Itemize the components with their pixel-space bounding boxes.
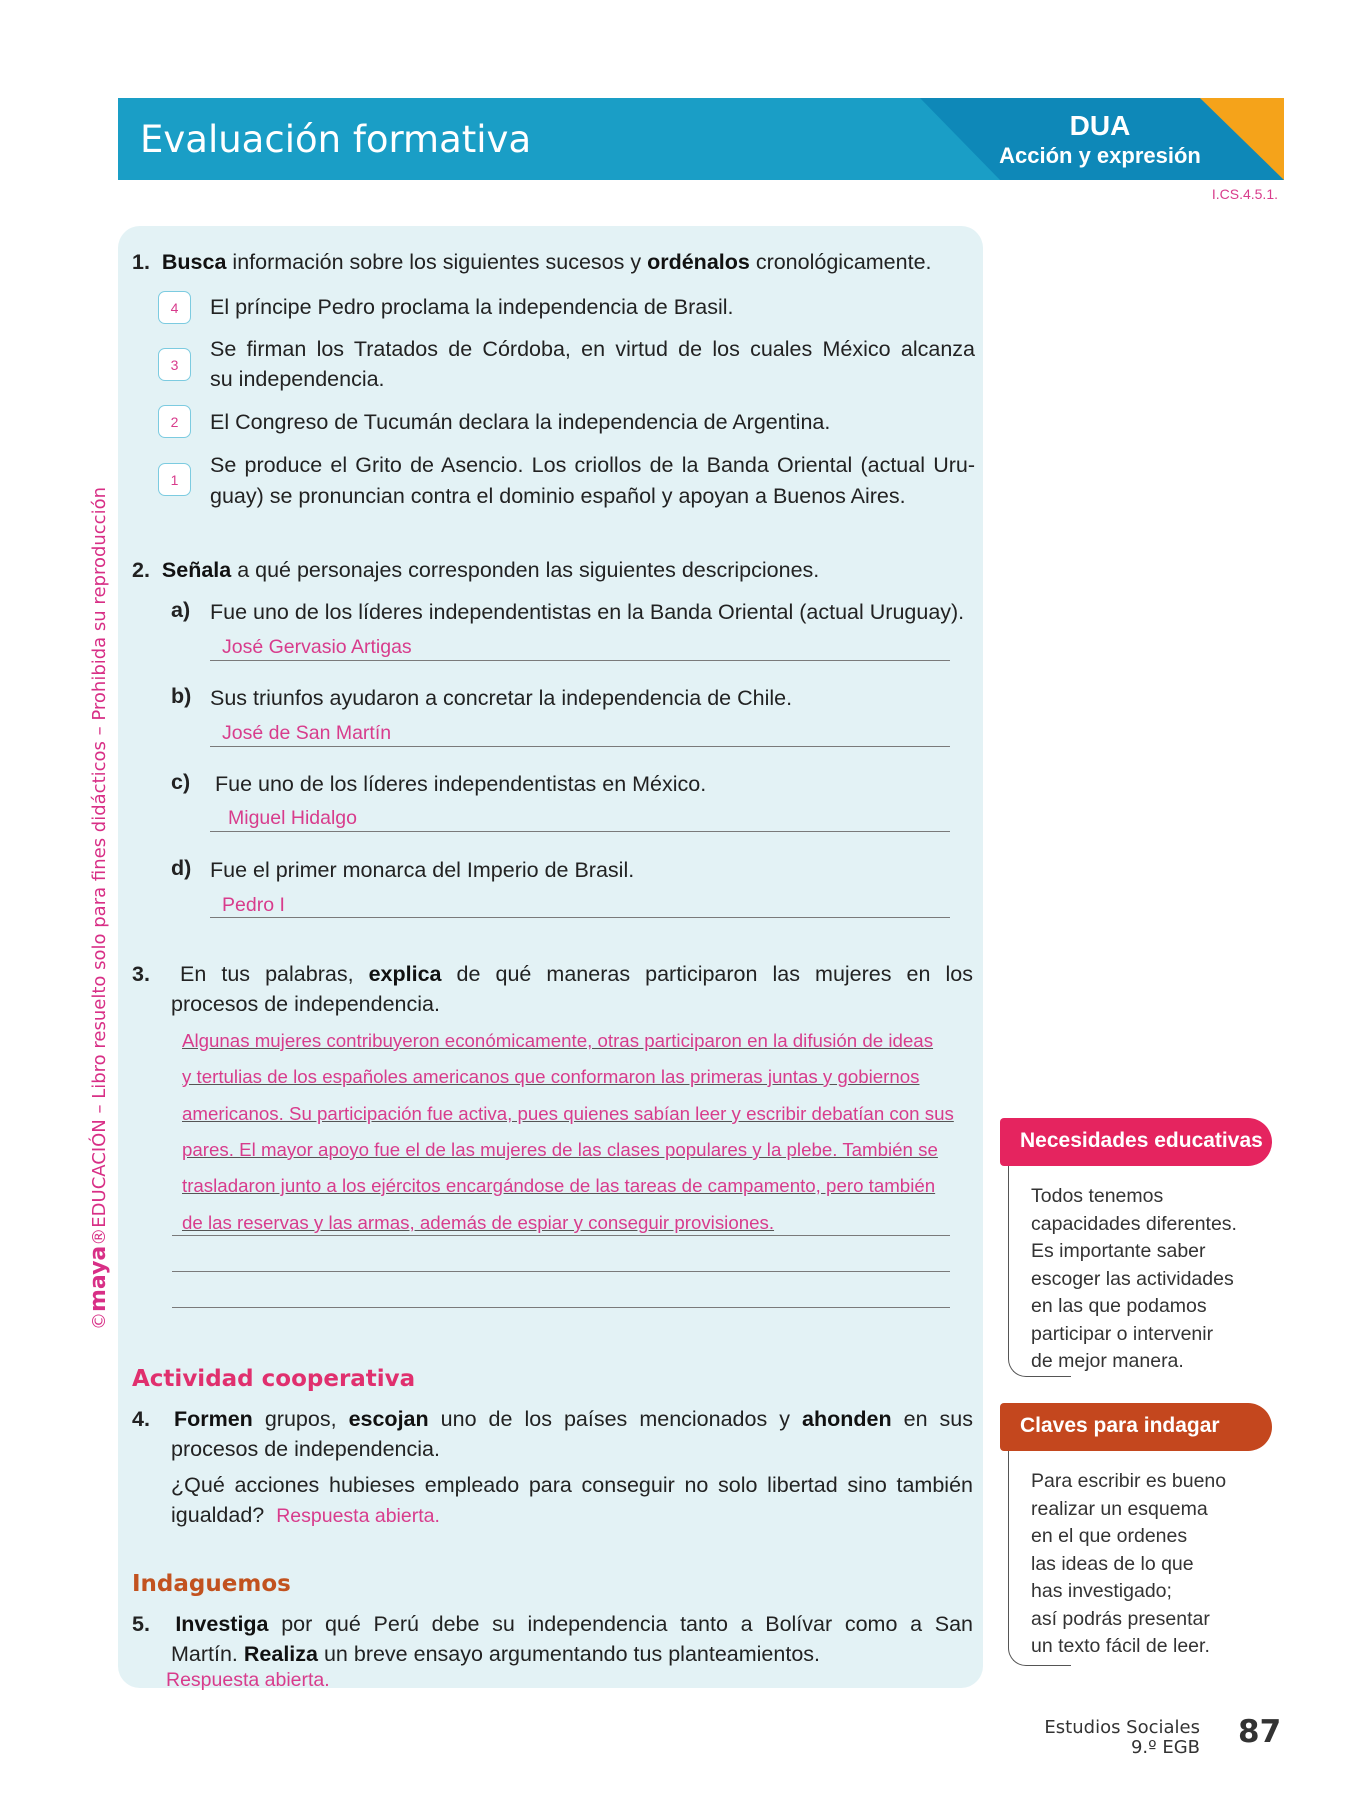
order-box[interactable]: 4 (158, 291, 191, 324)
subject-name: Estudios Sociales (1044, 1717, 1200, 1738)
question-2 (132, 555, 819, 586)
criterion-code: I.CS.4.5.1. (1211, 186, 1278, 202)
box-line: las ideas de lo que (1031, 1552, 1194, 1575)
order-box[interactable]: 1 (158, 463, 191, 496)
event-text: Se firman los Tratados de Córdoba, en virtud de los cuales México alcanza (210, 337, 975, 361)
keyword: escojan (348, 1407, 429, 1431)
item-label: a) (171, 598, 191, 622)
question-text: Martín. (171, 1642, 244, 1666)
side-copyright: ©maya®EDUCACIÓN – Libro resuelto solo para fines didácticos – Prohibida su reproducción (86, 486, 111, 1330)
answer-line[interactable] (210, 831, 950, 832)
box-line: un texto fácil de leer. (1031, 1635, 1210, 1657)
box-line: has investigado; (1031, 1580, 1172, 1602)
question-text: de qué maneras participaron las mujeres en los (441, 962, 973, 986)
answer-line[interactable] (210, 917, 950, 918)
page-number: 87 (1238, 1714, 1282, 1750)
question-text: grupos, (252, 1407, 349, 1431)
dua-subtitle: Acción y expresión (999, 143, 1201, 168)
answer-line-text: de las reservas y las armas, además de espiar y conseguir provisiones. (182, 1212, 775, 1233)
item-label: b) (171, 684, 192, 708)
needs-box-text (1031, 1183, 1237, 1376)
item-label: c) (171, 770, 191, 794)
keyword: Formen (173, 1407, 253, 1431)
event-text: guay) se pronuncian contra el dominio español y apoyan a Buenos Aires. (210, 484, 906, 508)
box-line: así podrás presentar (1031, 1607, 1210, 1630)
answer-line-text: y tertulias de los españoles americanos que conformaron las primeras juntas y gobiernos (182, 1066, 920, 1087)
page-title: Evaluación formativa (140, 118, 532, 161)
answer-text: Pedro I (222, 894, 285, 916)
keyword: Busca (161, 250, 227, 274)
question-text: en sus (891, 1407, 973, 1431)
order-box[interactable]: 2 (158, 405, 191, 438)
item-question: Sus triunfos ayudaron a concretar la independencia de Chile. (210, 686, 793, 710)
question-text-end (171, 1500, 440, 1532)
event-text: Se produce el Grito de Asencio. Los criollos de la Banda Oriental (actual Uru- (210, 453, 975, 477)
answer-line-text: pares. El mayor apoyo fue el de las mujeres de las clases populares y la plebe. También se (182, 1139, 938, 1160)
question-number: 4. (132, 1407, 150, 1431)
box-line: Todos tenemos (1031, 1185, 1164, 1207)
keyword: explica (368, 962, 442, 986)
box-line: realizar un esquema (1031, 1497, 1208, 1520)
question-text: ¿Qué acciones hubieses empleado para conseguir no solo libertad sino también (171, 1473, 973, 1497)
footer-subject (1044, 1718, 1200, 1758)
box-line: en las que podamos (1031, 1295, 1207, 1317)
keys-box-text (1031, 1468, 1226, 1661)
question-number: 2. (132, 558, 150, 582)
question-text: uno de los países mencionados y (428, 1407, 802, 1431)
answer-text: José de San Martín (222, 722, 392, 744)
question-text: cronológicamente. (749, 250, 932, 274)
question-1 (132, 247, 932, 278)
box-line: en el que ordenes (1031, 1525, 1188, 1547)
event-text: El príncipe Pedro proclama la independencia de Brasil. (210, 295, 734, 319)
box-line: capacidades diferentes. (1031, 1212, 1237, 1235)
question-number: 5. (132, 1612, 150, 1636)
question-text: En tus palabras, (180, 962, 369, 986)
box-line: de mejor manera. (1031, 1350, 1184, 1372)
item-question: Fue el primer monarca del Imperio de Brasil. (210, 858, 635, 882)
question-text: por qué Perú debe su independencia tanto a Bolívar como a San (268, 1612, 973, 1636)
side-copyright-text: EDUCACIÓN – Libro resuelto solo para fines didácticos – Prohibida su reproducción (89, 486, 110, 1228)
item-question: Fue uno de los líderes independentistas en la Banda Oriental (actual Uruguay). (210, 600, 965, 624)
answer-text: Respuesta abierta. (276, 1505, 440, 1527)
answer-line[interactable] (172, 1271, 950, 1272)
needs-box-title: Necesidades educativas (1000, 1118, 1272, 1166)
order-box[interactable]: 3 (158, 348, 191, 381)
answer-line-text: trasladaron junto a los ejércitos encargándose de las tareas de campamento, pero también (182, 1175, 936, 1196)
question-text: un breve ensayo argumentando tus planteamientos. (318, 1642, 820, 1666)
keyword: ahonden (802, 1407, 892, 1431)
question-number: 1. (132, 250, 150, 274)
keyword: Realiza (243, 1642, 318, 1666)
section-heading-cooperative: Actividad cooperativa (132, 1366, 416, 1392)
question-5 (132, 1609, 973, 1640)
grade-label: 9.º EGB (1130, 1737, 1200, 1758)
question-text: igualdad? (171, 1503, 265, 1527)
box-line: participar o intervenir (1031, 1322, 1214, 1345)
keyword: Señala (161, 558, 232, 582)
box-line: Para escribir es bueno (1031, 1470, 1227, 1492)
question-text: procesos de independencia. (171, 992, 440, 1016)
box-line: escoger las actividades (1031, 1267, 1234, 1290)
event-text: su independencia. (210, 367, 385, 391)
keyword: ordénalos (647, 250, 750, 274)
keys-box-title: Claves para indagar (1000, 1403, 1272, 1451)
answer-line-text: Algunas mujeres contribuyeron económicamente, otras participaron en la difusión de ideas (182, 1030, 934, 1051)
item-label: d) (171, 856, 192, 880)
answer-line[interactable] (210, 746, 950, 747)
answer-text: Respuesta abierta. (166, 1669, 330, 1691)
event-text: El Congreso de Tucumán declara la independencia de Argentina. (210, 410, 831, 434)
question-4 (132, 1404, 973, 1435)
box-line: Es importante saber (1031, 1240, 1206, 1262)
answer-line[interactable] (172, 1307, 950, 1308)
question-text: a qué personajes corresponden las siguientes descripciones. (231, 558, 820, 582)
question-text-line2 (171, 1639, 820, 1670)
answer-line[interactable] (210, 660, 950, 661)
answer-text: Miguel Hidalgo (228, 807, 357, 829)
question-number: 3. (132, 962, 150, 986)
question-text: procesos de independencia. (171, 1437, 440, 1461)
question-3 (132, 959, 973, 990)
dua-title: DUA (1069, 110, 1131, 141)
brand-name: maya (86, 1245, 111, 1312)
question-text: información sobre los siguientes sucesos y (226, 250, 648, 274)
answer-line[interactable] (172, 1235, 950, 1236)
answer-text: José Gervasio Artigas (222, 636, 412, 658)
activities-panel (118, 226, 983, 1688)
section-heading-investigate: Indaguemos (132, 1571, 291, 1597)
item-question: Fue uno de los líderes independentistas en México. (215, 772, 707, 796)
answer-line-text: americanos. Su participación fue activa, pues quienes sabían leer y escribir debatían con sus (182, 1103, 954, 1124)
keyword: Investiga (175, 1612, 269, 1636)
